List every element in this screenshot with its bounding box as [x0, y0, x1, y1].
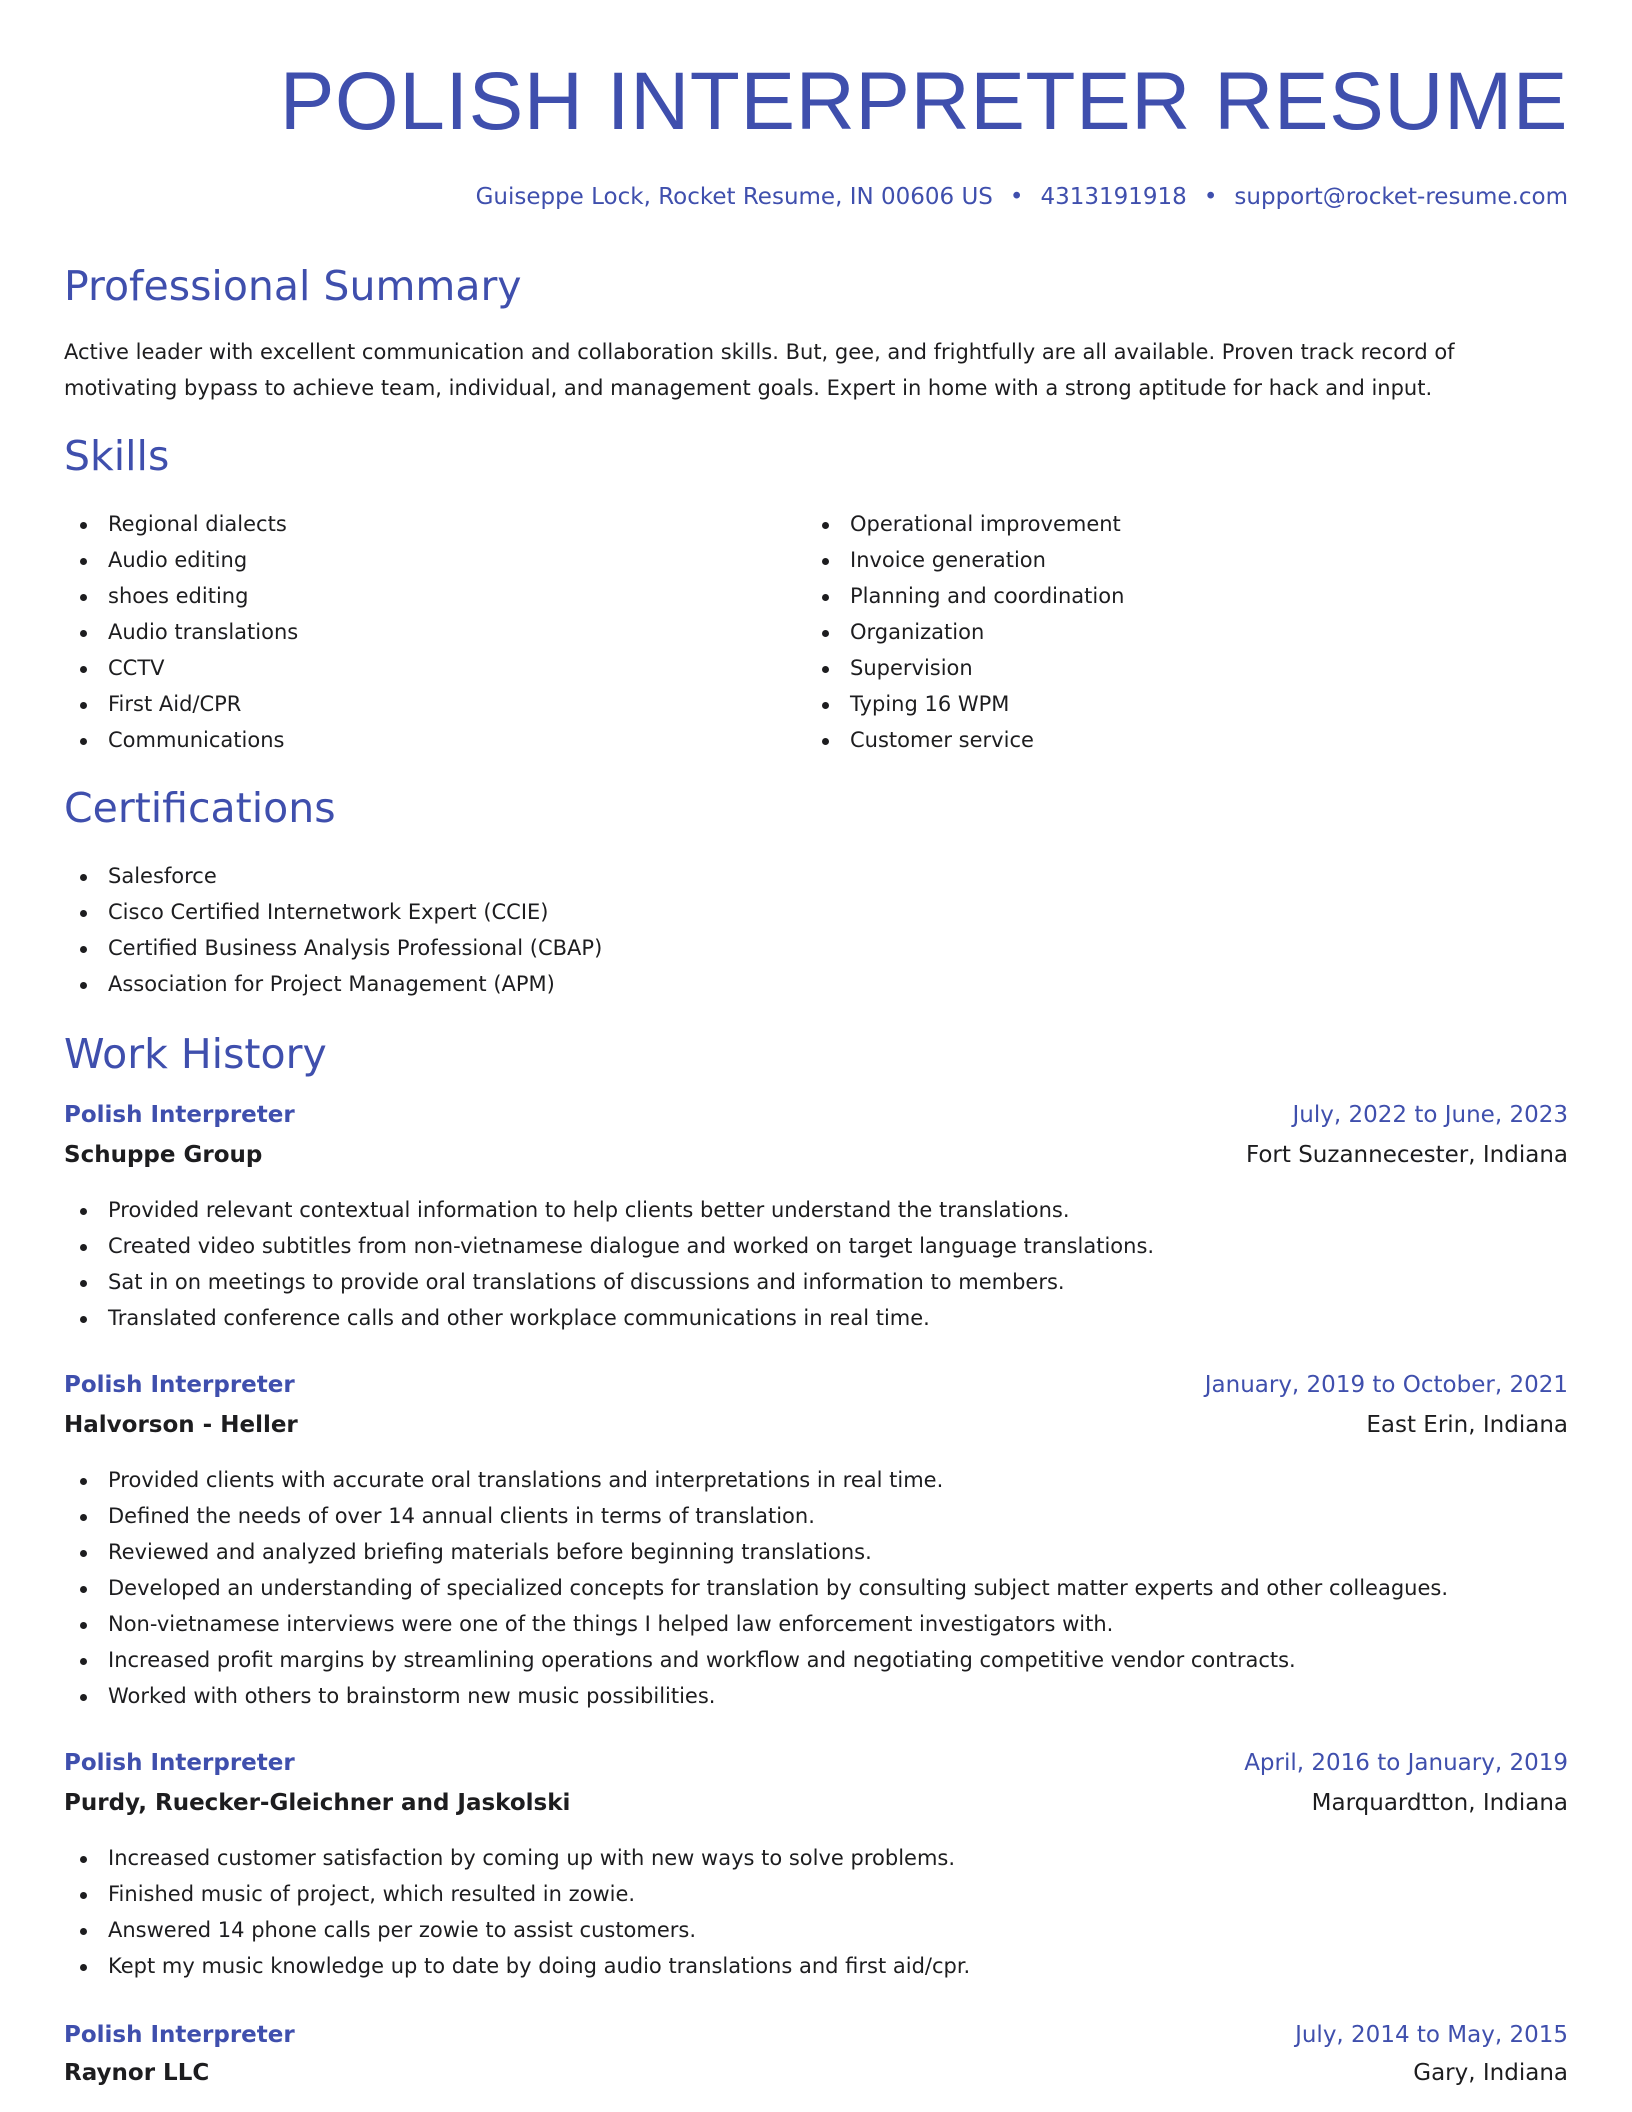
job-bullets [64, 1462, 1448, 1714]
job-bullet: Defined the needs of over 14 annual clients in terms of translation. [64, 1498, 1448, 1534]
job-bullet: Increased profit margins by streamlining operations and workflow and negotiating competitive vendor contracts. [64, 1642, 1448, 1678]
job-bullet: Kept my music knowledge up to date by doing audio translations and first aid/cpr. [64, 1948, 970, 1984]
job-dates: January, 2019 to October, 2021 [1204, 1372, 1568, 1398]
job-title: Polish Interpreter [64, 1372, 295, 1398]
job-location: East Erin, Indiana [1366, 1412, 1568, 1438]
job-title: Polish Interpreter [64, 2022, 295, 2048]
skill-item: CCTV [64, 650, 298, 686]
job-bullet: Answered 14 phone calls per zowie to assist customers. [64, 1912, 970, 1948]
job-location: Marquardtton, Indiana [1311, 1790, 1568, 1816]
job-bullet: Sat in on meetings to provide oral translations of discussions and information to members. [64, 1264, 1154, 1300]
contact-separator: • [1009, 184, 1024, 210]
job-dates: April, 2016 to January, 2019 [1244, 1750, 1568, 1776]
job-dates: July, 2014 to May, 2015 [1295, 2022, 1568, 2048]
job-company: Raynor LLC [64, 2060, 210, 2086]
job-location: Fort Suzannecester, Indiana [1245, 1142, 1568, 1168]
job-company-row [64, 1142, 1568, 1182]
job-bullets [64, 1840, 970, 1984]
summary-heading: Professional Summary [64, 262, 522, 310]
job-company: Purdy, Ruecker-Gleichner and Jaskolski [64, 1790, 571, 1816]
skill-item: Supervision [806, 650, 1124, 686]
skill-item: Audio translations [64, 614, 298, 650]
skill-item: Operational improvement [806, 506, 1124, 542]
skill-item: Regional dialects [64, 506, 298, 542]
certification-item: Certified Business Analysis Professional (CBAP) [64, 930, 602, 966]
certifications-list [64, 858, 602, 1002]
certification-item: Association for Project Management (APM) [64, 966, 602, 1002]
skill-item: Typing 16 WPM [806, 686, 1124, 722]
skill-item: Audio editing [64, 542, 298, 578]
contact-email-link[interactable]: support@rocket-resume.com [1234, 184, 1568, 210]
skill-item: shoes editing [64, 578, 298, 614]
job-header-row [64, 1102, 1568, 1142]
resume-title: POLISH INTERPRETER RESUME [279, 56, 1568, 147]
certification-item: Cisco Certified Internetwork Expert (CCIE) [64, 894, 602, 930]
skill-item: Organization [806, 614, 1124, 650]
contact-line [476, 180, 1568, 214]
job-bullet: Created video subtitles from non-vietnamese dialogue and worked on target language translations. [64, 1228, 1154, 1264]
skill-item: First Aid/CPR [64, 686, 298, 722]
job-bullet: Finished music of project, which resulted in zowie. [64, 1876, 970, 1912]
job-bullet: Reviewed and analyzed briefing materials before beginning translations. [64, 1534, 1448, 1570]
skills-list-left [64, 506, 298, 758]
skill-item: Planning and coordination [806, 578, 1124, 614]
job-bullet: Provided clients with accurate oral translations and interpretations in real time. [64, 1462, 1448, 1498]
job-company: Schuppe Group [64, 1142, 263, 1168]
job-bullet: Non-vietnamese interviews were one of the things I helped law enforcement investigators with. [64, 1606, 1448, 1642]
skills-list-right [806, 506, 1124, 758]
skill-item: Invoice generation [806, 542, 1124, 578]
job-title: Polish Interpreter [64, 1102, 295, 1128]
skills-heading: Skills [64, 432, 170, 480]
job-location: Gary, Indiana [1413, 2060, 1568, 2086]
job-company-row [64, 1412, 1568, 1452]
work-history-heading: Work History [64, 1030, 327, 1078]
job-header-row [64, 2022, 1568, 2062]
job-bullet: Worked with others to brainstorm new music possibilities. [64, 1678, 1448, 1714]
job-dates: July, 2022 to June, 2023 [1292, 1102, 1568, 1128]
job-title: Polish Interpreter [64, 1750, 295, 1776]
job-bullets [64, 1192, 1154, 1336]
certification-item: Salesforce [64, 858, 602, 894]
contact-address: Guiseppe Lock, Rocket Resume, IN 00606 US [475, 184, 993, 210]
job-bullet: Provided relevant contextual information to help clients better understand the translations. [64, 1192, 1154, 1228]
job-company: Halvorson - Heller [64, 1412, 298, 1438]
certifications-heading: Certifications [64, 784, 336, 832]
job-bullet: Increased customer satisfaction by coming up with new ways to solve problems. [64, 1840, 970, 1876]
job-company-row [64, 1790, 1568, 1830]
job-bullet: Translated conference calls and other workplace communications in real time. [64, 1300, 1154, 1336]
skill-item: Communications [64, 722, 298, 758]
job-header-row [64, 1372, 1568, 1412]
summary-text: Active leader with excellent communication and collaboration skills. But, gee, and frightfully are all available. Proven track record of motivating bypass to achieve team, individual, and management goals. Expert in home with a strong aptitude for hack and input. [64, 340, 1455, 400]
job-bullet: Developed an understanding of specialized concepts for translation by consulting subject matter experts and other colleagues. [64, 1570, 1448, 1606]
job-company-row [64, 2060, 1568, 2100]
skill-item: Customer service [806, 722, 1124, 758]
job-header-row [64, 1750, 1568, 1790]
contact-phone: 4313191918 [1040, 184, 1187, 210]
contact-separator: • [1203, 184, 1218, 210]
